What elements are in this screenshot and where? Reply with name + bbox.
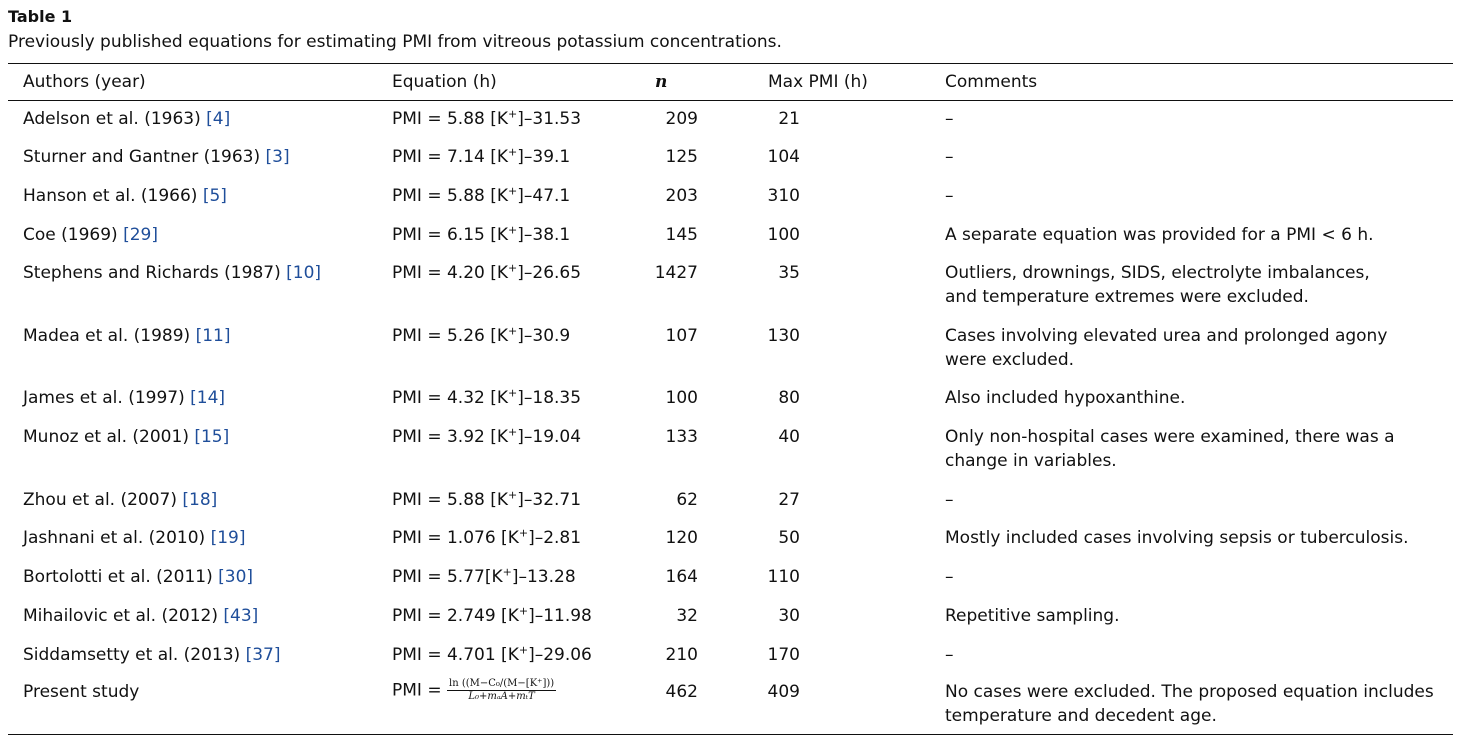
reference-link[interactable]: [29] [123,225,158,245]
author-cell [23,386,225,410]
author-cell [23,324,230,348]
author-text: Adelson et al. (1963) [23,109,207,129]
equation-suffix: ]–47.1 [517,186,571,206]
reference-link[interactable]: [11] [195,326,231,346]
table-bottom-rule [8,734,1453,735]
header-n: n [655,72,668,92]
n-cell: 120 [665,528,698,548]
comment-cell-line2: temperature and decedent age. [945,706,1217,726]
equation-cell [392,643,592,667]
max-pmi-cell: 104 [767,147,800,167]
author-text: Hanson et al. (1966) [23,186,203,206]
max-pmi-cell: 27 [778,490,800,510]
table-caption-title: Table 1 [8,7,73,26]
reference-link[interactable]: [10] [286,263,322,283]
reference-link[interactable]: [37] [245,645,281,665]
equation-numerator: ln ((M−C₀/(M−[K⁺])) [449,678,555,689]
reference-link[interactable]: [18] [182,490,218,510]
comment-cell: Cases involving elevated urea and prolonged agony [945,326,1388,346]
potassium-charge: + [508,386,518,400]
author-text: Stephens and Richards (1987) [23,263,287,283]
equation-prefix: PMI = 4.701 [K [392,645,519,665]
author-cell [23,425,229,449]
author-cell [23,604,258,628]
reference-link[interactable]: [19] [210,528,246,548]
equation-cell [392,324,570,348]
author-text: Mihailovic et al. (2012) [23,606,224,626]
potassium-charge: + [502,565,512,579]
comment-cell: Also included hypoxanthine. [945,388,1186,408]
comment-cell-line2: change in variables. [945,451,1117,471]
max-pmi-cell: 110 [767,567,800,587]
author-text: Siddamsetty et al. (2013) [23,645,246,665]
reference-link[interactable]: [5] [202,186,227,206]
author-text: Sturner and Gantner (1963) [23,147,266,167]
equation-prefix: PMI = 4.32 [K [392,388,509,408]
max-pmi-cell: 310 [767,186,800,206]
max-pmi-cell: 170 [767,645,800,665]
equation-prefix: PMI = 5.26 [K [392,326,509,346]
equation-suffix: ]–13.28 [511,567,576,587]
reference-link[interactable]: [3] [265,147,290,167]
n-cell: 209 [665,109,698,129]
author-cell [23,184,227,208]
n-cell: 100 [665,388,698,408]
max-pmi-cell: 100 [767,225,800,245]
author-cell [23,643,281,667]
potassium-charge: + [518,604,529,618]
comment-cell: No cases were excluded. The proposed equation includes [945,682,1434,702]
header-max-pmi: Max PMI (h) [768,72,868,92]
potassium-charge: + [508,145,518,159]
n-cell: 133 [665,427,698,447]
comment-cell-line2: were excluded. [945,350,1075,370]
equation-cell [392,184,570,208]
max-pmi-cell: 130 [767,326,800,346]
table-caption-description: Previously published equations for estimating PMI from vitreous potassium concentrations. [8,32,782,52]
equation-suffix: ]–31.53 [517,109,582,129]
n-cell: 32 [676,606,698,626]
comment-cell: A separate equation was provided for a PMI < 6 h. [945,225,1374,245]
max-pmi-cell: 50 [778,528,800,548]
n-cell: 210 [665,645,698,665]
equation-cell [392,488,581,512]
comment-cell: – [945,147,954,167]
reference-link[interactable]: [43] [223,606,259,626]
equation-cell [392,565,576,589]
author-text: Coe (1969) [23,225,124,245]
equation-prefix: PMI = 5.88 [K [392,490,509,510]
equation-cell [392,261,581,285]
equation-prefix: PMI = 3.92 [K [392,427,509,447]
comment-cell: Repetitive sampling. [945,606,1120,626]
equation-prefix: PMI = 5.88 [K [392,186,509,206]
reference-link[interactable]: [30] [218,567,254,587]
equation-prefix: PMI = 6.15 [K [392,225,509,245]
equation-suffix: ]–11.98 [528,606,592,626]
potassium-charge: + [518,526,529,540]
author-cell [23,565,253,589]
equation-cell [392,145,570,169]
potassium-charge: + [508,324,518,338]
header-equation: Equation (h) [392,72,497,92]
n-cell: 203 [665,186,698,206]
header-authors: Authors (year) [23,72,146,92]
n-cell: 1427 [654,263,698,283]
potassium-charge: + [508,107,518,121]
max-pmi-cell: 40 [778,427,800,447]
potassium-charge: + [508,184,518,198]
author-text: Zhou et al. (2007) [23,490,183,510]
equation-suffix: ]–19.04 [517,427,582,447]
equation-prefix: PMI = 2.749 [K [392,606,519,626]
author-text: Bortolotti et al. (2011) [23,567,219,587]
author-cell [23,145,290,169]
n-cell: 164 [665,567,698,587]
author-cell [23,223,158,247]
equation-suffix: ]–18.35 [517,388,582,408]
potassium-charge: + [508,261,518,275]
equation-cell [392,223,570,247]
comment-cell: Only non-hospital cases were examined, there was a [945,427,1395,447]
table-header-rule [8,100,1453,101]
equation-suffix: ]–32.71 [517,490,582,510]
author-text: Madea et al. (1989) [23,326,196,346]
equation-cell [392,386,581,410]
equation-denominator: L₀+mₐA+mₜT [468,691,535,702]
equation-prefix: PMI = 5.88 [K [392,109,509,129]
author-text: Jashnani et al. (2010) [23,528,211,548]
author-cell [23,261,321,285]
comment-cell: – [945,109,954,129]
reference-link[interactable]: [4] [206,109,231,129]
max-pmi-cell: 409 [767,682,800,702]
comment-cell: – [945,186,954,206]
author-cell [23,107,230,131]
max-pmi-cell: 30 [778,606,800,626]
n-cell: 145 [665,225,698,245]
n-cell: 462 [665,682,698,702]
header-comments: Comments [945,72,1038,92]
author-text: James et al. (1997) [23,388,191,408]
potassium-charge: + [518,643,529,657]
equation-cell [392,604,592,628]
max-pmi-cell: 35 [778,263,800,283]
equation-prefix: PMI = 4.20 [K [392,263,509,283]
equation-suffix: ]–30.9 [517,326,571,346]
max-pmi-cell: 80 [778,388,800,408]
potassium-charge: + [508,488,518,502]
equation-suffix: ]–2.81 [528,528,582,548]
equation-lhs: PMI = [392,680,442,701]
max-pmi-cell: 21 [778,109,800,129]
equation-cell [392,425,581,449]
equation-prefix: PMI = 5.77[K [392,567,503,587]
table-top-rule [8,63,1453,64]
n-cell: 125 [665,147,698,167]
potassium-charge: + [508,223,518,237]
author-cell [23,488,217,512]
equation-prefix: PMI = 7.14 [K [392,147,509,167]
equation-cell [392,107,581,131]
equation-fraction [447,678,556,703]
comment-cell: – [945,567,954,587]
equation-cell [392,678,556,703]
equation-suffix: ]–29.06 [528,645,592,665]
author-cell: Present study [23,682,140,702]
reference-link[interactable]: [15] [194,427,230,447]
n-cell: 62 [676,490,698,510]
author-text: Munoz et al. (2001) [23,427,195,447]
equation-suffix: ]–39.1 [517,147,571,167]
reference-link[interactable]: [14] [190,388,226,408]
comment-cell: – [945,645,954,665]
equation-suffix: ]–26.65 [517,263,582,283]
potassium-charge: + [508,425,518,439]
comment-cell: Outliers, drownings, SIDS, electrolyte imbalances, [945,263,1370,283]
comment-cell-line2: and temperature extremes were excluded. [945,287,1309,307]
n-cell: 107 [665,326,698,346]
equation-prefix: PMI = 1.076 [K [392,528,519,548]
equation-suffix: ]–38.1 [517,225,571,245]
author-cell [23,526,245,550]
equation-cell [392,526,581,550]
comment-cell: – [945,490,954,510]
comment-cell: Mostly included cases involving sepsis or tuberculosis. [945,528,1409,548]
